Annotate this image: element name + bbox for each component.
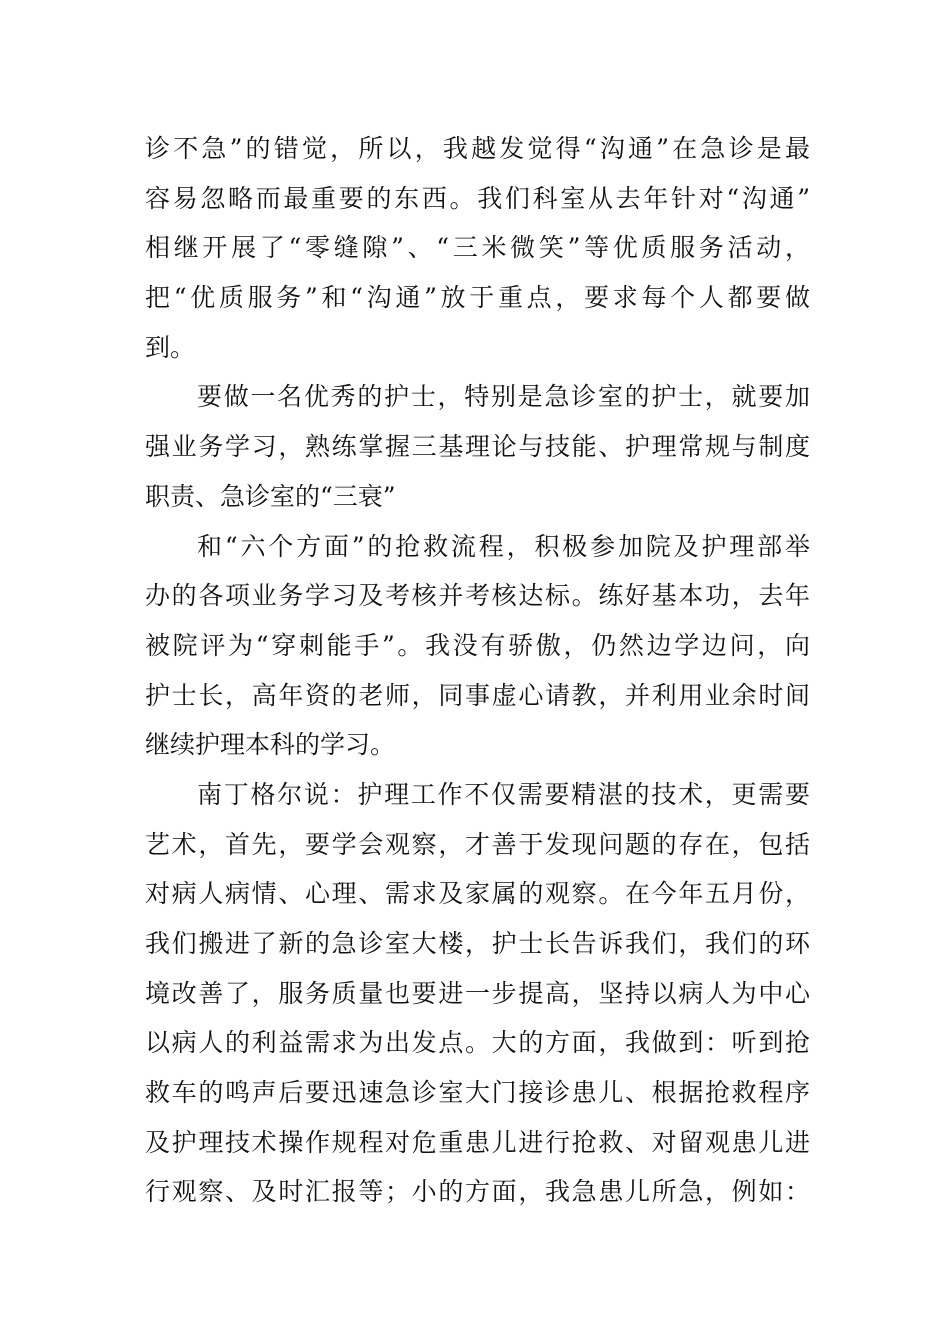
text-line: 艺术，首先，要学会观察，才善于发现问题的存在，包括 bbox=[145, 829, 810, 859]
text-line: 被院评为“穿刺能手”。我没有骄傲，仍然边学边问，向 bbox=[145, 630, 810, 660]
text-line: 继续护理本科的学习。 bbox=[145, 730, 396, 760]
paragraph-start-line: 南丁格尔说：护理工作不仅需要精湛的技术，更需要 bbox=[197, 779, 810, 809]
text-line: 办的各项业务学习及考核并考核达标。练好基本功，去年 bbox=[145, 581, 810, 611]
text-line: 我们搬进了新的急诊室大楼，护士长告诉我们，我们的环 bbox=[145, 929, 810, 958]
text-line: 到。 bbox=[145, 332, 196, 362]
text-line: 境改善了，服务质量也要进一步提高，坚持以病人为中心 bbox=[145, 978, 810, 1008]
text-line: 及护理技术操作规程对危重患儿进行抢救、对留观患儿进 bbox=[145, 1127, 810, 1157]
paragraph-start-line: 和“六个方面”的抢救流程，积极参加院及护理部举 bbox=[197, 531, 810, 561]
text-line: 强业务学习，熟练掌握三基理论与技能、护理常规与制度 bbox=[145, 432, 810, 462]
paragraph-start-line: 要做一名优秀的护士，特别是急诊室的护士，就要加 bbox=[197, 382, 810, 412]
text-line: 容易忽略而最重要的东西。我们科室从去年针对“沟通” bbox=[145, 183, 810, 213]
text-line: 相继开展了“零缝隙”、“三米微笑”等优质服务活动， bbox=[145, 233, 810, 263]
text-line: 行观察、及时汇报等；小的方面，我急患儿所急，例如： bbox=[145, 1177, 810, 1207]
text-line: 对病人病情、心理、需求及家属的观察。在今年五月份， bbox=[145, 879, 810, 909]
text-line: 护士长，高年资的老师，同事虚心请教，并利用业余时间 bbox=[145, 680, 810, 710]
text-line: 职责、急诊室的“三衰” bbox=[145, 481, 396, 511]
body-text bbox=[145, 124, 810, 1217]
text-line: 救车的鸣声后要迅速急诊室大门接诊患儿、根据抢救程序 bbox=[145, 1078, 810, 1108]
text-line: 以病人的利益需求为出发点。大的方面，我做到：听到抢 bbox=[145, 1028, 810, 1058]
text-line: 诊不急”的错觉，所以，我越发觉得“沟通”在急诊是最 bbox=[145, 134, 810, 163]
text-line: 把“优质服务”和“沟通”放于重点，要求每个人都要做 bbox=[145, 283, 810, 313]
